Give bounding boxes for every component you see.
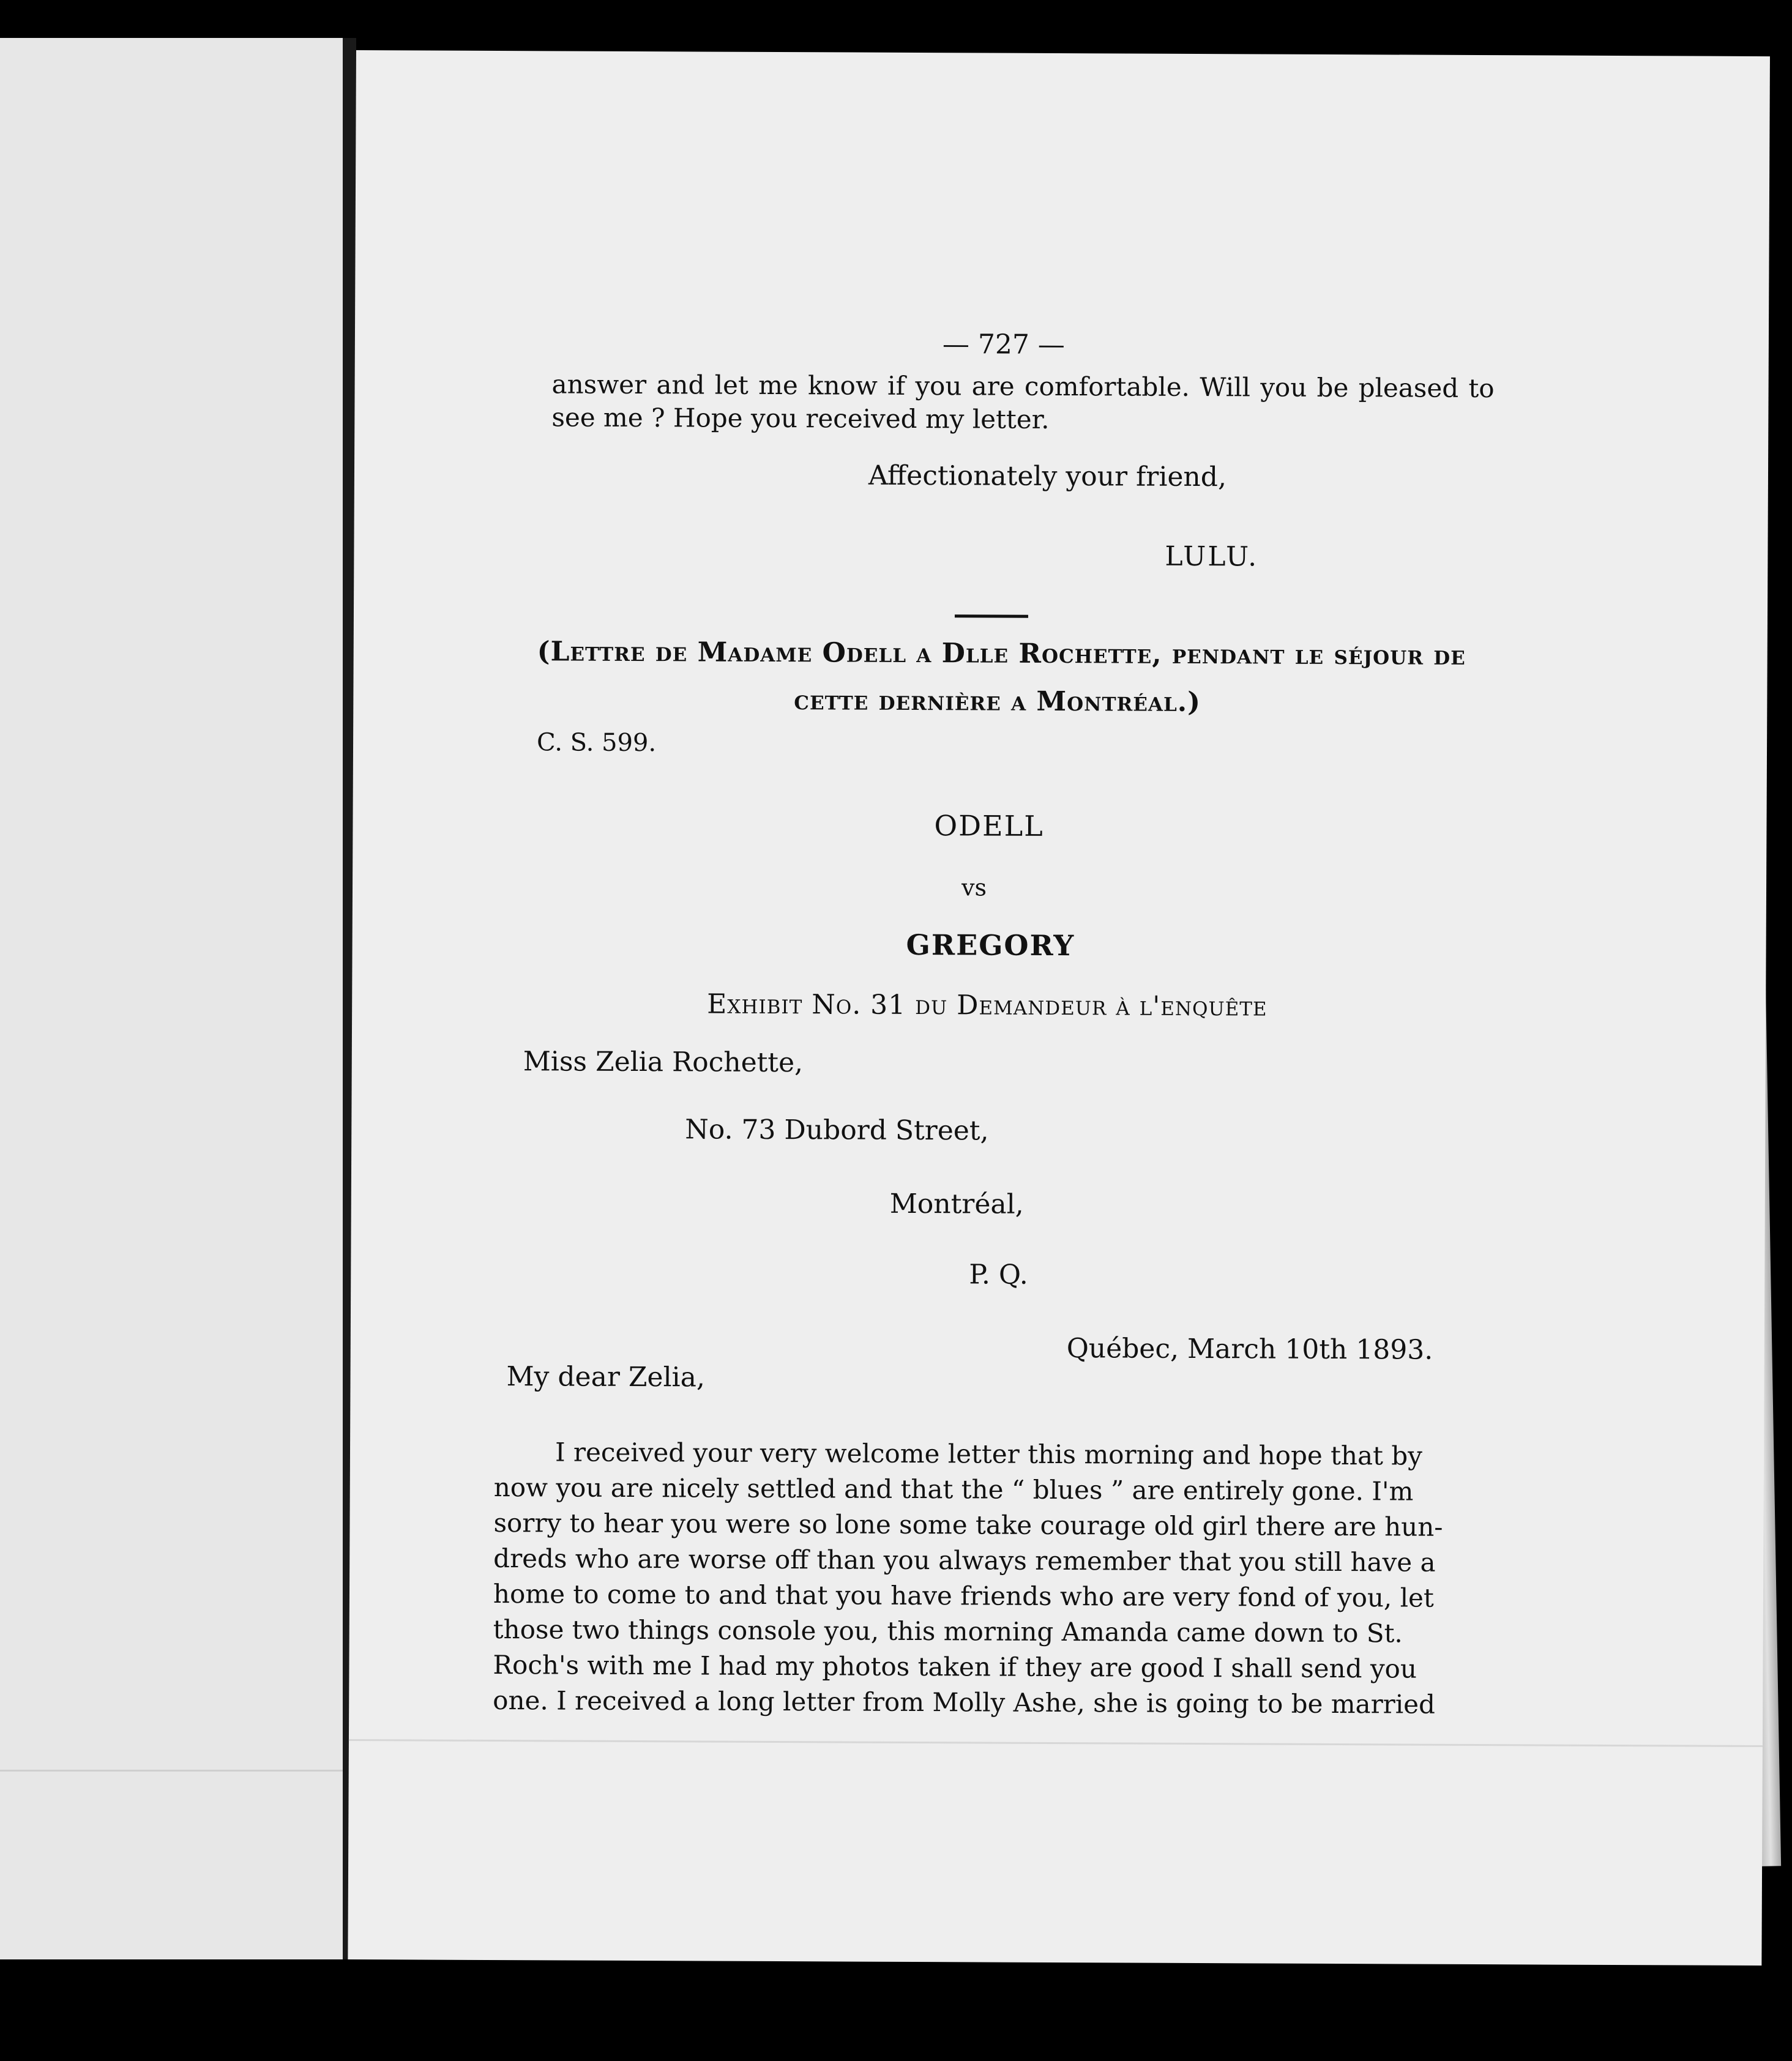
document-page — [348, 50, 1770, 1966]
letter-body-line: dreds who are worse off than you always remember that you still have a — [493, 1543, 1436, 1578]
page-fold-line — [0, 1770, 343, 1772]
letter-closing: Affectionately your friend, — [868, 460, 1227, 493]
letter-signature: LULU. — [1165, 540, 1259, 573]
letter-body-line: those two things console you, this morning Amanda came down to St. — [493, 1614, 1403, 1649]
section-heading-line2: cette dernière a Montréal.) — [794, 685, 1201, 718]
letter-body-line: now you are nicely settled and that the “ blues ” are entirely gone. I'm — [493, 1472, 1414, 1507]
address-name: Miss Zelia Rochette, — [523, 1046, 804, 1079]
letter-body-line: I received your very welcome letter this morning and hope that by — [554, 1437, 1423, 1471]
letter-body-line: one. I received a long letter from Molly Ashe, she is going to be married — [493, 1685, 1436, 1720]
letter-body-line: Roch's with me I had my photos taken if they are good I shall send you — [493, 1650, 1417, 1684]
section-divider — [955, 614, 1028, 618]
page-number: — 727 — — [942, 329, 1065, 361]
address-city: Montréal, — [889, 1188, 1024, 1220]
letter-body-line: home to come to and that you have friends who are very fond of you, let — [493, 1579, 1434, 1613]
versus-label: vs — [961, 874, 987, 901]
address-province: P. Q. — [969, 1259, 1028, 1291]
plaintiff-name: ODELL — [934, 809, 1044, 843]
salutation: My dear Zelia, — [506, 1361, 705, 1393]
dateline: Québec, March 10th 1893. — [1066, 1333, 1433, 1366]
page-fold-line — [349, 1739, 1763, 1747]
exhibit-heading: Exhibit No. 31 du Demandeur à l'enquête — [707, 988, 1267, 1023]
left-facing-page — [0, 38, 343, 1959]
case-reference: C. S. 599. — [536, 728, 657, 758]
address-street: No. 73 Dubord Street, — [685, 1114, 989, 1147]
preceding-letter-line: see me ? Hope you received my letter. — [551, 402, 1050, 434]
section-heading-line1: (Lettre de Madame Odell a Dlle Rochette, pendant le séjour de — [537, 636, 1466, 671]
letter-body-line: sorry to hear you were so lone some take courage old girl there are hun- — [493, 1508, 1443, 1542]
preceding-letter-line: answer and let me know if you are comfortable. Will you be pleased to — [551, 369, 1495, 404]
defendant-name: GREGORY — [906, 928, 1075, 963]
